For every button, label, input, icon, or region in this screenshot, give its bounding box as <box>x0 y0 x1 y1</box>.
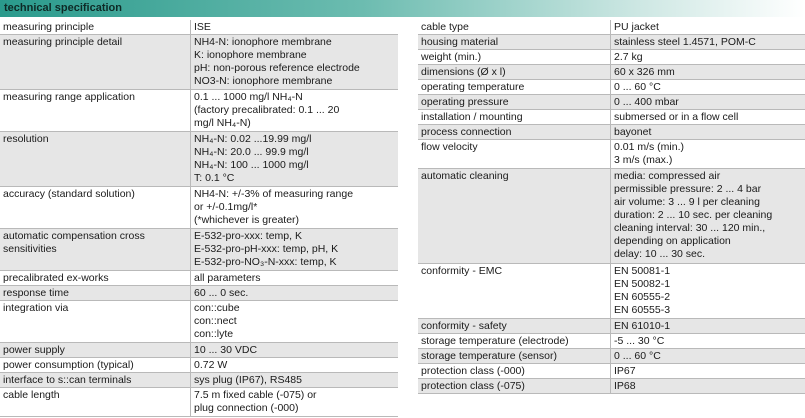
spec-label-line: sensitivities <box>3 243 57 255</box>
spec-row <box>0 20 398 35</box>
spec-row <box>418 80 805 95</box>
spec-label <box>0 343 190 357</box>
spec-label <box>0 229 190 270</box>
spec-value <box>190 286 398 300</box>
spec-value <box>610 319 805 333</box>
spec-value <box>610 379 805 393</box>
spec-label <box>418 20 610 34</box>
spec-label-line: response time <box>3 287 69 299</box>
spec-value-line: stainless steel 1.4571, POM-C <box>614 36 756 48</box>
spec-table-left <box>0 20 398 417</box>
spec-label-line: automatic cleaning <box>421 170 509 182</box>
spec-value-line: 0 ... 400 mbar <box>614 96 679 108</box>
spec-label-line: storage temperature (sensor) <box>421 350 557 362</box>
spec-value <box>190 132 398 186</box>
spec-value-line: 10 ... 30 VDC <box>194 344 258 356</box>
spec-row <box>418 349 805 364</box>
spec-value <box>610 20 805 34</box>
spec-row <box>418 95 805 110</box>
spec-label <box>0 373 190 387</box>
spec-row <box>0 388 398 417</box>
spec-value-line: NH4-N: +/-3% of measuring range <box>194 188 354 200</box>
spec-label-line: interface to s::can terminals <box>3 374 132 386</box>
spec-row <box>418 169 805 264</box>
spec-value-line: NH4-N: ionophore membrane <box>194 36 332 48</box>
spec-label <box>418 364 610 378</box>
spec-value <box>610 80 805 94</box>
spec-value <box>190 229 398 270</box>
spec-label <box>418 80 610 94</box>
spec-value <box>610 110 805 124</box>
spec-value-line: bayonet <box>614 126 652 138</box>
spec-row <box>0 187 398 229</box>
spec-value-line: NH₄-N: 100 ... 1000 mg/l <box>194 159 309 171</box>
spec-label <box>0 132 190 186</box>
spec-row <box>418 379 805 394</box>
spec-row <box>418 140 805 169</box>
spec-label-line: dimensions (Ø x l) <box>421 66 506 78</box>
spec-row <box>418 20 805 35</box>
spec-value <box>610 50 805 64</box>
spec-value-line: con::lyte <box>194 328 234 340</box>
spec-value-line: PU jacket <box>614 21 659 33</box>
spec-value-line: pH: non-porous reference electrode <box>194 62 360 74</box>
spec-label-line: measuring principle detail <box>3 36 123 48</box>
spec-value <box>610 264 805 318</box>
spec-value <box>610 35 805 49</box>
spec-row <box>0 271 398 286</box>
spec-value <box>610 65 805 79</box>
spec-label <box>0 286 190 300</box>
spec-value-line: plug connection (-000) <box>194 402 299 414</box>
spec-value-line: 2.7 kg <box>614 51 643 63</box>
spec-value-line: delay: 10 ... 30 sec. <box>614 248 706 260</box>
spec-label-line: housing material <box>421 36 499 48</box>
spec-row <box>0 373 398 388</box>
spec-row <box>418 334 805 349</box>
header-bar <box>0 0 805 17</box>
spec-label <box>418 379 610 393</box>
spec-value <box>190 358 398 372</box>
spec-label-line: automatic compensation cross <box>3 230 145 242</box>
spec-value <box>190 388 398 416</box>
spec-label-line: cable length <box>3 389 60 401</box>
spec-row <box>0 286 398 301</box>
spec-label-line: installation / mounting <box>421 111 523 123</box>
spec-value <box>610 95 805 109</box>
spec-label-line: integration via <box>3 302 69 314</box>
spec-value-line: 0 ... 60 °C <box>614 350 661 362</box>
spec-value-line: duration: 2 ... 10 sec. per cleaning <box>614 209 773 221</box>
spec-row <box>418 35 805 50</box>
spec-value-line: 3 m/s (max.) <box>614 154 673 166</box>
spec-label <box>418 334 610 348</box>
spec-value-line: 0 ... 60 °C <box>614 81 661 93</box>
spec-value-line: NH₄-N: 0.02 ...19.99 mg/l <box>194 133 312 145</box>
spec-row <box>0 358 398 373</box>
spec-value-line: media: compressed air <box>614 170 721 182</box>
spec-label-line: operating temperature <box>421 81 525 93</box>
spec-label <box>0 271 190 285</box>
spec-label-line: flow velocity <box>421 141 478 153</box>
spec-value-line: EN 60555-2 <box>614 291 671 303</box>
spec-row <box>418 50 805 65</box>
spec-value-line: E-532-pro-xxx: temp, K <box>194 230 302 242</box>
spec-value-line: EN 61010-1 <box>614 320 671 332</box>
spec-value <box>610 125 805 139</box>
spec-value-line: or +/-0.1mg/l* <box>194 201 258 213</box>
spec-value-line: 0.72 W <box>194 359 228 371</box>
spec-value <box>610 169 805 263</box>
spec-label-line: conformity - safety <box>421 320 507 332</box>
spec-value-line: EN 60555-3 <box>614 304 671 316</box>
spec-row <box>0 132 398 187</box>
spec-value-line: mg/l NH₄-N) <box>194 117 251 129</box>
spec-value-line: all parameters <box>194 272 261 284</box>
spec-row <box>0 343 398 358</box>
spec-value <box>190 271 398 285</box>
spec-row <box>0 90 398 132</box>
spec-value-line: cleaning interval: 30 ... 120 min., <box>614 222 766 234</box>
spec-value <box>190 20 398 34</box>
spec-value-line: -5 ... 30 °C <box>614 335 665 347</box>
spec-value-line: ISE <box>194 21 211 33</box>
spec-label <box>0 187 190 228</box>
spec-label <box>0 90 190 131</box>
spec-value <box>610 140 805 168</box>
spec-label-line: protection class (-000) <box>421 365 525 377</box>
spec-row <box>0 35 398 90</box>
spec-value <box>190 301 398 342</box>
spec-value <box>190 35 398 89</box>
spec-value <box>190 373 398 387</box>
spec-value <box>190 187 398 228</box>
spec-label-line: resolution <box>3 133 49 145</box>
spec-table-right <box>418 20 805 394</box>
spec-label <box>418 35 610 49</box>
spec-label-line: accuracy (standard solution) <box>3 188 135 200</box>
spec-value-line: EN 50082-1 <box>614 278 671 290</box>
spec-label <box>418 50 610 64</box>
spec-label <box>418 169 610 263</box>
spec-label-line: conformity - EMC <box>421 265 503 277</box>
spec-label-line: weight (min.) <box>421 51 482 63</box>
spec-value-line: NH₄-N: 20.0 ... 99.9 mg/l <box>194 146 309 158</box>
spec-row <box>418 364 805 379</box>
section-title: technical specification <box>4 2 122 14</box>
spec-label <box>0 35 190 89</box>
spec-value-line: E-532-pro-pH-xxx: temp, pH, K <box>194 243 339 255</box>
spec-value-line: 0.1 ... 1000 mg/l NH₄-N <box>194 91 303 103</box>
spec-label <box>418 140 610 168</box>
spec-label-line: precalibrated ex-works <box>3 272 109 284</box>
spec-label-line: process connection <box>421 126 512 138</box>
spec-label-line: protection class (-075) <box>421 380 525 392</box>
spec-label <box>0 20 190 34</box>
spec-value-line: air volume: 3 ... 9 l per cleaning <box>614 196 760 208</box>
spec-row <box>418 65 805 80</box>
spec-value-line: IP67 <box>614 365 636 377</box>
spec-value-line: (*whichever is greater) <box>194 214 300 226</box>
spec-label <box>418 125 610 139</box>
spec-value <box>610 334 805 348</box>
spec-label <box>418 349 610 363</box>
spec-label <box>418 95 610 109</box>
spec-label-line: measuring principle <box>3 21 95 33</box>
spec-label-line: power consumption (typical) <box>3 359 134 371</box>
spec-row <box>418 110 805 125</box>
spec-value-line: K: ionophore membrane <box>194 49 307 61</box>
spec-label-line: storage temperature (electrode) <box>421 335 569 347</box>
spec-value <box>610 364 805 378</box>
spec-value-line: 60 ... 0 sec. <box>194 287 249 299</box>
spec-label <box>418 264 610 318</box>
spec-value-line: permissible pressure: 2 ... 4 bar <box>614 183 762 195</box>
spec-value <box>610 349 805 363</box>
spec-value <box>190 90 398 131</box>
spec-value-line: con::cube <box>194 302 240 314</box>
spec-row <box>418 264 805 319</box>
spec-label-line: operating pressure <box>421 96 509 108</box>
spec-row <box>0 301 398 343</box>
spec-value-line: E-532-pro-NO₃-N-xxx: temp, K <box>194 256 337 268</box>
spec-value <box>190 343 398 357</box>
spec-value-line: depending on application <box>614 235 731 247</box>
spec-value-line: 7.5 m fixed cable (-075) or <box>194 389 317 401</box>
spec-value-line: sys plug (IP67), RS485 <box>194 374 302 386</box>
spec-label <box>418 65 610 79</box>
spec-label <box>0 301 190 342</box>
spec-label-line: power supply <box>3 344 65 356</box>
spec-value-line: 0.01 m/s (min.) <box>614 141 685 153</box>
spec-label <box>0 358 190 372</box>
spec-value-line: EN 50081-1 <box>614 265 671 277</box>
spec-row <box>0 229 398 271</box>
spec-value-line: IP68 <box>614 380 636 392</box>
spec-row <box>418 319 805 334</box>
spec-row <box>418 125 805 140</box>
spec-value-line: (factory precalibrated: 0.1 ... 20 <box>194 104 340 116</box>
spec-label-line: measuring range application <box>3 91 135 103</box>
spec-value-line: T: 0.1 °C <box>194 172 235 184</box>
spec-value-line: submersed or in a flow cell <box>614 111 739 123</box>
spec-label-line: cable type <box>421 21 469 33</box>
spec-value-line: NO3-N: ionophore membrane <box>194 75 333 87</box>
spec-label <box>418 110 610 124</box>
spec-value-line: con::nect <box>194 315 237 327</box>
spec-label <box>418 319 610 333</box>
spec-value-line: 60 x 326 mm <box>614 66 675 78</box>
spec-label <box>0 388 190 416</box>
